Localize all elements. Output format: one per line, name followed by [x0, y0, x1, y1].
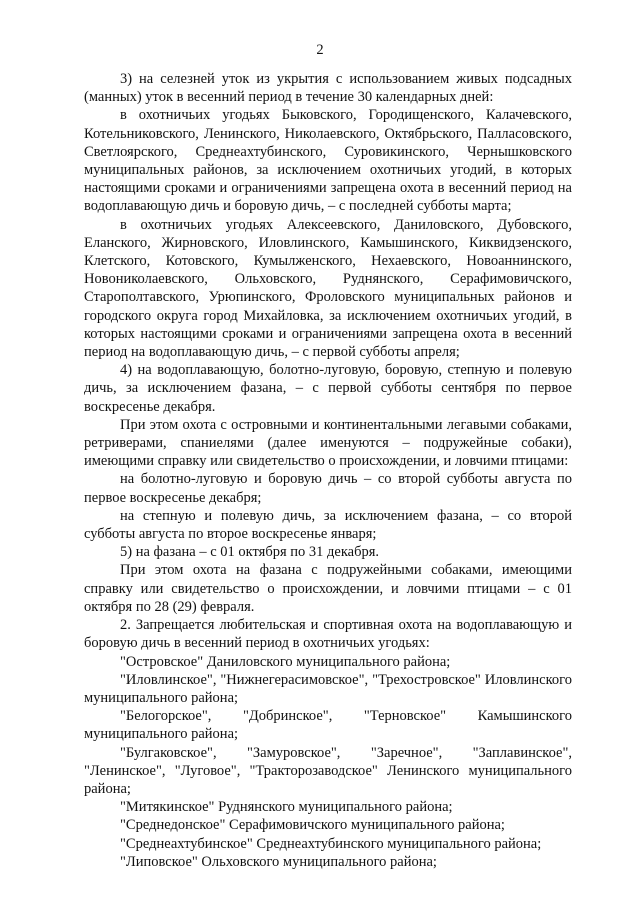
paragraph-spring-duck-hunting: 3) на селезней уток из укрытия с использованием живых подсадных (манных) уток в весенний период в течение 30 календарных дней:	[84, 71, 572, 106]
list-item-rudnyansky: "Митякинское" Руднянского муниципального района;	[120, 799, 453, 816]
paragraph-districts-march: в охотничьих угодьях Быковского, Городищенского, Калачевского, Котельниковского, Ленинского, Николаевского, Октябрьского, Палласовского, Светлоярского, Среднеахтубинского, Суровикинского, Чернышковского муниципальных районов, за исключением охотничьих угодий, в которых настоящими сроками и ограничениями запрещена охота в весенний период на водоплавающую дичь и боровую дичь, – с последней субботы марта;	[84, 107, 572, 215]
list-item-serafimovichsky: "Среднедонское" Серафимовичского муниципального района;	[120, 817, 505, 834]
list-item-kamyshinsky: "Белогорское", "Добринское", "Терновское" Камышинского муниципального района;	[84, 708, 572, 743]
paragraph-waterfowl-season: 4) на водоплавающую, болотно-луговую, боровую, степную и полевую дичь, за исключением фазана, – с первой субботы сентября по первое воскресенье декабря.	[84, 362, 572, 415]
list-item-ilovlinsky: "Иловлинское", "Нижнегерасимовское", "Трехостровское" Иловлинского муниципального района;	[84, 671, 572, 706]
list-item-danilovsky: "Островское" Даниловского муниципального района;	[120, 653, 451, 670]
paragraph-prohibition: 2. Запрещается любительская и спортивная охота на водоплавающую и боровую дичь в весенний период в охотничьих угодьях:	[84, 617, 572, 652]
paragraph-marsh-game: на болотно-луговую и боровую дичь – со второй субботы августа по первое воскресенье декабря;	[84, 471, 572, 506]
document-body	[84, 70, 572, 871]
paragraph-steppe-game: на степную и полевую дичь, за исключением фазана, – со второй субботы августа по второе воскресенье января;	[84, 507, 572, 543]
paragraph-pheasant: 5) на фазана – с 01 октября по 31 декабря.	[120, 544, 379, 561]
list-item-leninsky: "Булгаковское", "Замуровское", "Заречное", "Заплавинское", "Ленинское", "Луговое", "Тракторозаводское" Ленинского муниципального района;	[84, 744, 572, 797]
page-number: 2	[316, 42, 324, 58]
list-item-sredneakhtubinsky: "Среднеахтубинское" Среднеахтубинского муниципального района;	[120, 835, 542, 852]
paragraph-pheasant-dogs: При этом охота на фазана с подружейными собаками, имеющими справку или свидетельство о происхождении, и ловчими птицами – с 01 октября по 28 (29) февраля.	[84, 562, 572, 615]
paragraph-gun-dogs: При этом охота с островными и континентальными легавыми собаками, ретриверами, спаниелями (далее именуются – подружейные собаки), имеющими справку или свидетельство о происхождении, и ловчими птицами:	[84, 416, 572, 470]
list-item-olkhovsky: "Липовское" Ольховского муниципального района;	[120, 853, 437, 870]
paragraph-districts-april: в охотничьих угодьях Алексеевского, Даниловского, Дубовского, Еланского, Жирновского, Иловлинского, Камышинского, Киквидзенского, Клетского, Котовского, Кумылженского, Нехаевского, Новоаннинского, Новониколаевского, Ольховского, Руднянского, Серафимовичского, Старополтавского, Урюпинского, Фроловского муниципальных районов и городского округа город Михайловка, за исключением охотничьих угодий, в которых настоящими сроками и ограничениями запрещена охота в весенний период на водоплавающую дичь, – с первой субботы апреля;	[84, 216, 572, 361]
